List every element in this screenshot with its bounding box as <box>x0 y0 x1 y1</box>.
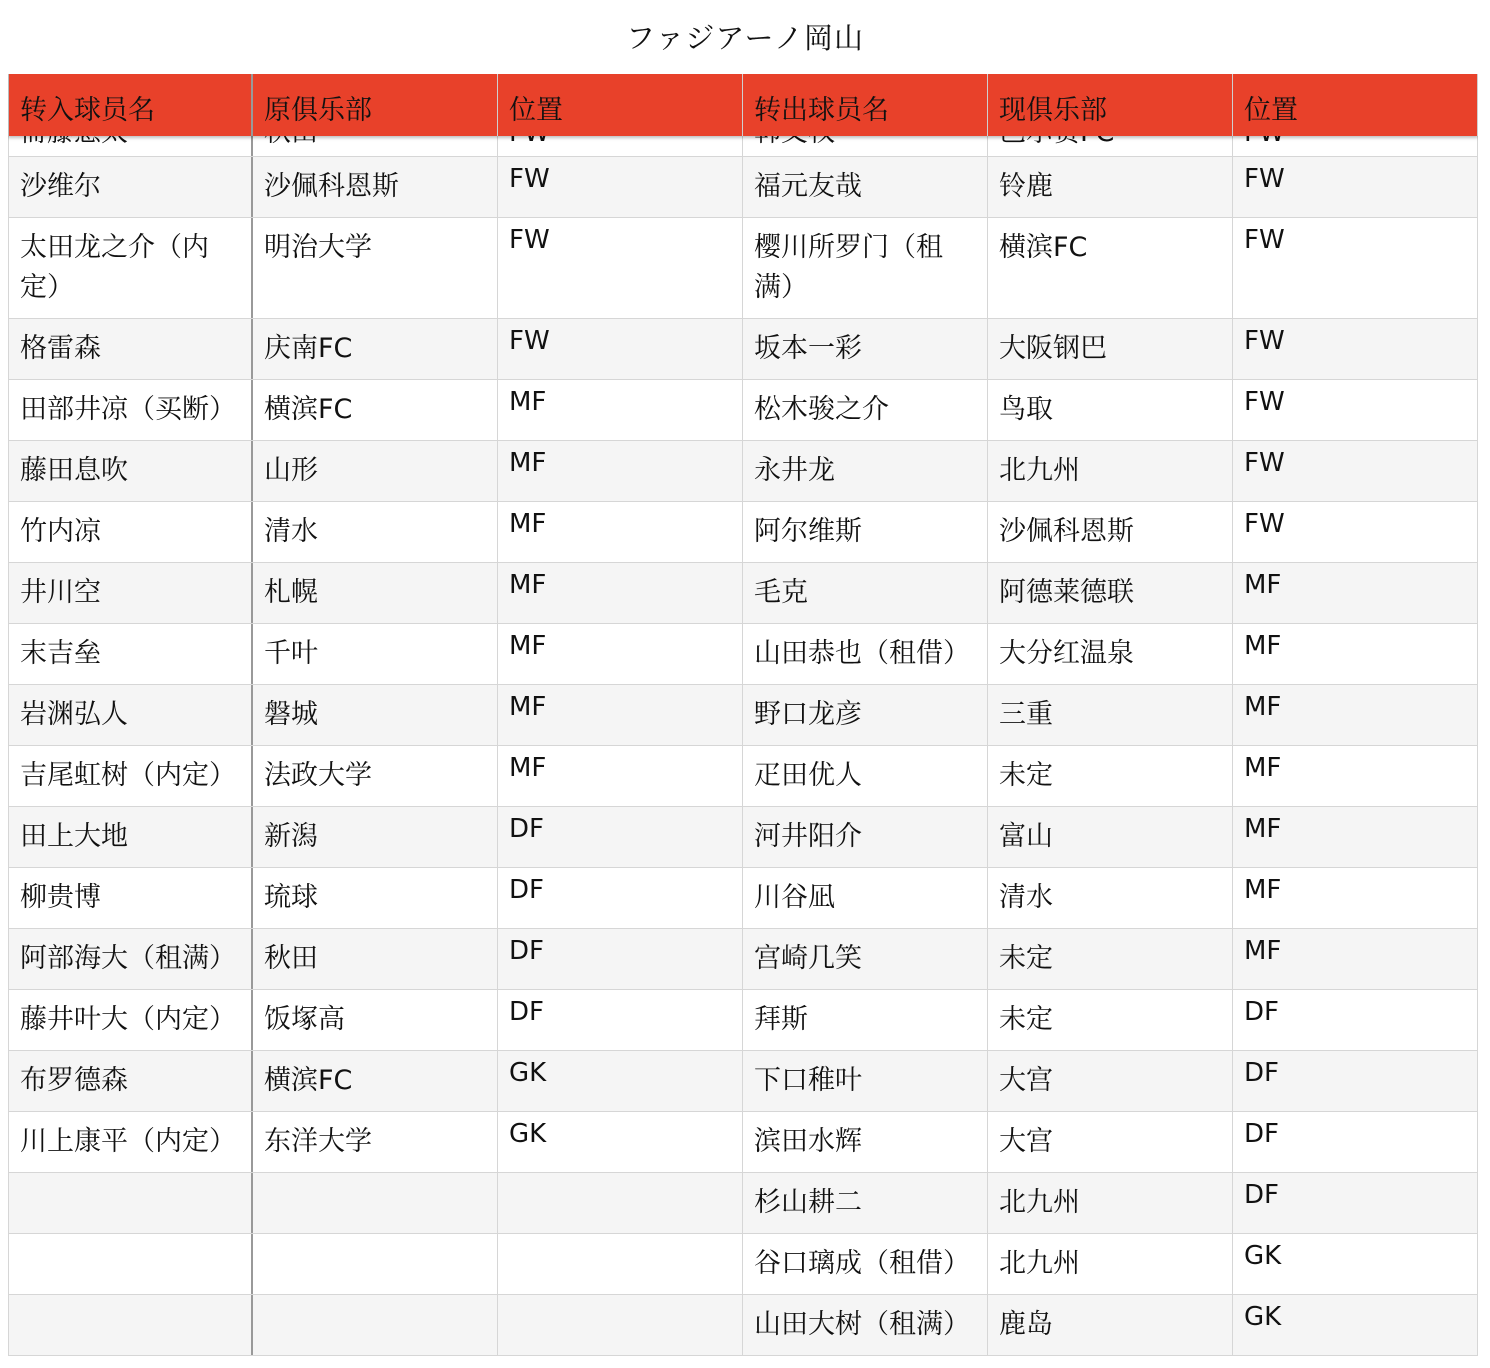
cell-to-club: 鹿岛 <box>988 1295 1233 1355</box>
table-row <box>8 1112 1478 1173</box>
cell-out-player: 宫崎几笑 <box>743 929 988 989</box>
cell-to-club: 北九州 <box>988 1173 1233 1233</box>
cell-from-club: 千叶 <box>253 624 498 684</box>
cell-out-player: 山田恭也（租借） <box>743 624 988 684</box>
cell-in-position: DF <box>498 929 743 989</box>
cell-out-position: DF <box>1233 990 1478 1050</box>
cell-in-position <box>498 1173 743 1233</box>
cell-in-player: 田上大地 <box>8 807 253 867</box>
cell-in-player <box>8 1234 253 1294</box>
table-row <box>8 1295 1478 1356</box>
cell-out-position: MF <box>1233 868 1478 928</box>
cell-in-position: MF <box>498 746 743 806</box>
cell-out-player: 毛克 <box>743 563 988 623</box>
cell-in-player: 岩渊弘人 <box>8 685 253 745</box>
cell-to-club: 铃鹿 <box>988 157 1233 217</box>
cell-out-position: GK <box>1233 1234 1478 1294</box>
table-row <box>8 380 1478 441</box>
cell-in-player: 末吉垒 <box>8 624 253 684</box>
cell-out-position: MF <box>1233 807 1478 867</box>
table-row <box>8 441 1478 502</box>
cell-from-club <box>253 1295 498 1355</box>
cell-from-club: 清水 <box>253 502 498 562</box>
cell-in-player: 川上康平（内定） <box>8 1112 253 1172</box>
cell-in-player: 格雷森 <box>8 319 253 379</box>
cell-out-position: DF <box>1233 1112 1478 1172</box>
cell-to-club: 大分红温泉 <box>988 624 1233 684</box>
cell-out-player: 拜斯 <box>743 990 988 1050</box>
cell-in-position: DF <box>498 807 743 867</box>
cell-in-position: MF <box>498 563 743 623</box>
cell-out-player: 永井龙 <box>743 441 988 501</box>
cell-out-player: 谷口璃成（租借） <box>743 1234 988 1294</box>
cell-out-player: 松木骏之介 <box>743 380 988 440</box>
cell-in-position: MF <box>498 380 743 440</box>
cell-out-player: 樱川所罗门（租满） <box>743 218 988 318</box>
cell-out-player: 川谷凪 <box>743 868 988 928</box>
table-row <box>8 746 1478 807</box>
cell-from-club <box>253 1234 498 1294</box>
header-in-player: 转入球员名 <box>8 74 253 136</box>
cell-out-player: 下口稚叶 <box>743 1051 988 1111</box>
table-row <box>8 685 1478 746</box>
cell-in-position: DF <box>498 868 743 928</box>
cell-to-club: 阿德莱德联 <box>988 563 1233 623</box>
table-row <box>8 868 1478 929</box>
cell-in-position: MF <box>498 624 743 684</box>
cell-in-position: DF <box>498 990 743 1050</box>
cell-in-position <box>498 1234 743 1294</box>
cell-to-club: 沙佩科恩斯 <box>988 502 1233 562</box>
table-row <box>8 990 1478 1051</box>
cell-to-club: 横滨FC <box>988 218 1233 318</box>
cell-out-player: 坂本一彩 <box>743 319 988 379</box>
cell-out-player: 疋田优人 <box>743 746 988 806</box>
cell-to-club: 未定 <box>988 990 1233 1050</box>
cell-in-position: GK <box>498 1051 743 1111</box>
cell-to-club: 富山 <box>988 807 1233 867</box>
cell-in-player: 吉尾虹树（内定） <box>8 746 253 806</box>
cell-to-club: 大宫 <box>988 1051 1233 1111</box>
cell-out-position: MF <box>1233 746 1478 806</box>
cell-out-position: MF <box>1233 929 1478 989</box>
cell-to-club: 清水 <box>988 868 1233 928</box>
cell-to-club: 北九州 <box>988 1234 1233 1294</box>
cell-out-position: FW <box>1233 157 1478 217</box>
cell-from-club: 新潟 <box>253 807 498 867</box>
cell-out-position: MF <box>1233 563 1478 623</box>
cell-out-position: FW <box>1233 319 1478 379</box>
table-body <box>8 113 1478 1356</box>
cell-to-club: 未定 <box>988 929 1233 989</box>
cell-out-player: 福元友哉 <box>743 157 988 217</box>
cell-from-club: 磐城 <box>253 685 498 745</box>
cell-in-position: MF <box>498 502 743 562</box>
cell-out-player: 野口龙彦 <box>743 685 988 745</box>
cell-from-club: 秋田 <box>253 929 498 989</box>
table-row <box>8 502 1478 563</box>
table-row <box>8 1173 1478 1234</box>
table-row <box>8 157 1478 218</box>
cell-from-club: 琉球 <box>253 868 498 928</box>
cell-out-position: FW <box>1233 380 1478 440</box>
cell-in-position <box>498 1295 743 1355</box>
cell-from-club: 东洋大学 <box>253 1112 498 1172</box>
cell-in-position: FW <box>498 218 743 318</box>
header-out-player: 转出球员名 <box>743 74 988 136</box>
cell-to-club: 鸟取 <box>988 380 1233 440</box>
header-out-position: 位置 <box>1233 74 1478 136</box>
page-title: ファジアーノ岡山 <box>626 21 864 55</box>
table-row <box>8 218 1478 319</box>
cell-in-player: 阿部海大（租满） <box>8 929 253 989</box>
cell-out-player: 滨田水辉 <box>743 1112 988 1172</box>
table-row <box>8 929 1478 990</box>
cell-in-player: 藤井叶大（内定） <box>8 990 253 1050</box>
cell-out-player: 山田大树（租满） <box>743 1295 988 1355</box>
table-header <box>8 74 1478 136</box>
cell-out-player: 杉山耕二 <box>743 1173 988 1233</box>
cell-out-position: DF <box>1233 1173 1478 1233</box>
table-row <box>8 624 1478 685</box>
cell-in-player <box>8 1295 253 1355</box>
cell-in-position: MF <box>498 441 743 501</box>
cell-to-club: 北九州 <box>988 441 1233 501</box>
header-from-club: 原俱乐部 <box>253 74 498 136</box>
cell-to-club: 大阪钢巴 <box>988 319 1233 379</box>
table-row <box>8 1234 1478 1295</box>
cell-in-player: 井川空 <box>8 563 253 623</box>
cell-from-club: 横滨FC <box>253 1051 498 1111</box>
cell-in-player: 竹内凉 <box>8 502 253 562</box>
cell-in-position: GK <box>498 1112 743 1172</box>
cell-from-club: 庆南FC <box>253 319 498 379</box>
cell-in-player: 田部井凉（买断） <box>8 380 253 440</box>
cell-to-club: 三重 <box>988 685 1233 745</box>
cell-out-position: FW <box>1233 502 1478 562</box>
cell-in-player: 布罗德森 <box>8 1051 253 1111</box>
cell-in-player <box>8 1173 253 1233</box>
cell-in-position: FW <box>498 319 743 379</box>
cell-from-club <box>253 1173 498 1233</box>
cell-from-club: 饭塚高 <box>253 990 498 1050</box>
table-row <box>8 807 1478 868</box>
cell-from-club: 横滨FC <box>253 380 498 440</box>
cell-from-club: 山形 <box>253 441 498 501</box>
cell-in-position: MF <box>498 685 743 745</box>
cell-out-position: MF <box>1233 685 1478 745</box>
cell-out-player: 阿尔维斯 <box>743 502 988 562</box>
cell-out-position: GK <box>1233 1295 1478 1355</box>
cell-out-position: FW <box>1233 441 1478 501</box>
transfer-table[interactable] <box>8 74 1478 1368</box>
cell-to-club: 未定 <box>988 746 1233 806</box>
cell-to-club: 大宫 <box>988 1112 1233 1172</box>
cell-out-position: MF <box>1233 624 1478 684</box>
cell-in-player: 柳贵博 <box>8 868 253 928</box>
cell-out-position: FW <box>1233 218 1478 318</box>
header-to-club: 现俱乐部 <box>988 74 1233 136</box>
cell-out-position: DF <box>1233 1051 1478 1111</box>
cell-in-position: FW <box>498 157 743 217</box>
table-row <box>8 1051 1478 1112</box>
cell-from-club: 法政大学 <box>253 746 498 806</box>
table-row <box>8 563 1478 624</box>
cell-from-club: 札幌 <box>253 563 498 623</box>
header-in-position: 位置 <box>498 74 743 136</box>
cell-from-club: 沙佩科恩斯 <box>253 157 498 217</box>
cell-in-player: 藤田息吹 <box>8 441 253 501</box>
cell-in-player: 沙维尔 <box>8 157 253 217</box>
cell-from-club: 明治大学 <box>253 218 498 318</box>
cell-in-player: 太田龙之介（内定） <box>8 218 253 318</box>
cell-out-player: 河井阳介 <box>743 807 988 867</box>
table-row <box>8 319 1478 380</box>
